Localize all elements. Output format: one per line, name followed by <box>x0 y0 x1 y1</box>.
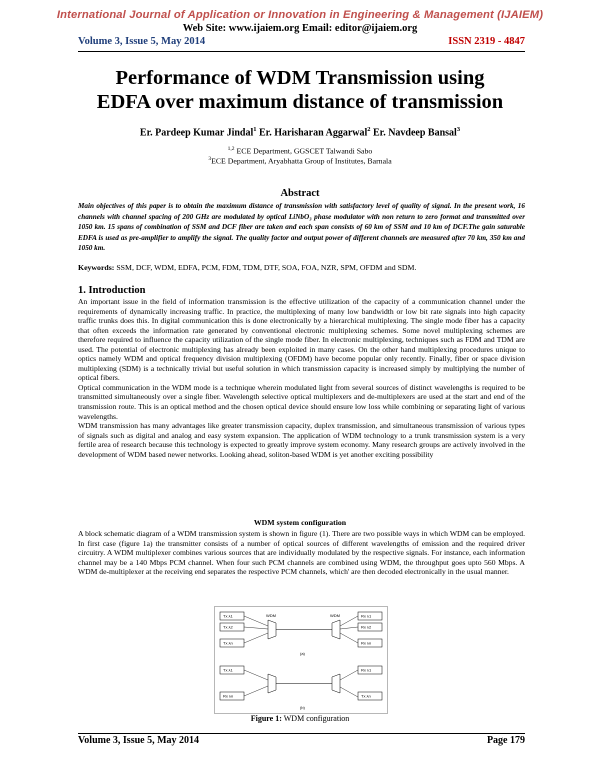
wdm-configuration-diagram <box>214 606 388 714</box>
mux-label: WDM <box>266 613 276 618</box>
affiliation-2-text: ECE Department, Aryabhatta Group of Institutes, Barnala <box>211 156 392 166</box>
demux-label: WDM <box>330 613 340 618</box>
config-paragraph: A block schematic diagram of a WDM transmission system is shown in figure (1). There are two possible ways in which WDM can be employed. In first case (figure 1a) the transmitter consists of a number of optical sources of different wavelengths of emission and the required driver circuitry. A WDM multiplexer combines various sources that are individually modulated by the respective signals. For instance, each information channel may be a 140 Mbps PCM channel. When four such PCM channels are combined using WDM, the throughput goes upto 560 Mbps. A WDM de-multiplexer at the receiving end separates the respective PCM channels, which' are then decoded electronically in the usual manner. <box>78 529 525 577</box>
trx-label-n: Rx λn <box>223 693 234 699</box>
journal-website: Web Site: www.ijaiem.org Email: editor@ijaiem.org <box>182 23 418 34</box>
paper-title <box>0 66 600 114</box>
rx-label-n: Rx λn <box>361 640 372 646</box>
introduction-body <box>78 297 525 459</box>
header-rule <box>78 51 525 52</box>
footer-page-number: Page 179 <box>486 735 525 746</box>
author-list <box>0 126 600 138</box>
journal-name: International Journal of Application or Innovation in Engineering & Management (IJAIEM) <box>56 9 544 21</box>
page-footer <box>78 735 525 749</box>
author-3-sup: 3 <box>456 126 461 133</box>
tx-label-2: Tx λ2 <box>223 624 233 630</box>
keywords-text: SSM, DCF, WDM, EDFA, PCM, FDM, TDM, DTF, SOA, FOA, NZR, SPM, OFDM and SDM. <box>116 263 417 272</box>
trx-r-label-1: Rx λ1 <box>361 667 372 673</box>
subsection-heading: WDM system configuration <box>253 518 347 527</box>
footer-rule <box>78 733 525 734</box>
tx-label-1: Tx λ1 <box>223 613 233 619</box>
author-2: Er. Harisharan Aggarwal <box>259 127 368 139</box>
figure-caption-text: WDM configuration <box>283 714 350 723</box>
volume-line <box>78 36 525 50</box>
abstract-heading: Abstract <box>280 188 320 199</box>
part-a-label: (a) <box>300 651 305 656</box>
figure-caption <box>0 714 600 723</box>
trx-label-1: Tx λ1 <box>223 667 233 673</box>
intro-paragraph-3: WDM transmission has many advantages like greater transmission capacity, duplex transmission, and simultaneous transmission of various types of signals such as digital and analog and easy system expansion. The application of WDM technology to a trunk transmission system is a very fertile area of research because this technology is expected to greatly improve system economy. Many research groups are actively involved in the development of WDM based newer networks. Looking ahead, soliton-based WDM is yet another exciting possibility <box>78 421 525 459</box>
mux-block <box>268 620 276 639</box>
title-line-1: Performance of WDM Transmission using <box>115 67 485 89</box>
rx-label-1: Rx λ1 <box>361 613 372 619</box>
keywords <box>78 263 525 272</box>
author-2-sup: 2 <box>367 126 371 133</box>
tx-label-n: Tx λn <box>223 640 233 646</box>
intro-paragraph-2: Optical communication in the WDM mode is a technique wherein modulated light from several sources of distinct wavelengths is required to be transmitted simultaneously over a single fiber. Wavelength selective optical multiplexers and de-multiplexers are used at the start and end of the transmission route. This is an optical method and the chosen optical device should ensure low loss while combining or separating light of various wavelengths. <box>78 382 525 421</box>
demux-block-b <box>332 674 340 693</box>
section-heading-introduction: 1. Introduction <box>78 285 146 296</box>
trx-r-label-n: Tx λn <box>361 693 371 699</box>
title-line-2: EDFA over maximum distance of transmission <box>96 91 504 113</box>
figure-caption-label: Figure 1: <box>250 714 282 723</box>
demux-block <box>332 620 340 639</box>
issn: ISSN 2319 - 4847 <box>448 36 525 47</box>
configuration-body <box>78 529 525 577</box>
footer-volume: Volume 3, Issue 5, May 2014 <box>78 735 200 746</box>
affiliation-1-text: ECE Department, GGSCET Talwandi Sabo <box>236 146 373 156</box>
volume-info: Volume 3, Issue 5, May 2014 <box>78 36 206 47</box>
rx-label-2: Rx λ2 <box>361 624 372 630</box>
affiliation-2-sup: 3 <box>208 156 212 162</box>
part-b-label: (b) <box>300 705 305 710</box>
abstract-text: Main objectives of this paper is to obtain the maximum distance of transmission with satisfactory level of quality of signal. In the present work, 16 channels with channel spacing of 200 GHz are modulated by optical LiNbO₃ phase modulator with non return to zero format and transmitted over 1050 km. 15 spans of combination of SSM and DCF fiber are taken and each span consists of 60 km of SSM and 10 km of DCF.The gain saturable EDFA is used as pre-amplifier to amplify the signal. The quality factor and output power of different channels are measured after 70 km, 350 km and 1050 km. <box>78 202 525 253</box>
affiliation-1 <box>0 146 600 156</box>
author-3: Er. Navdeep Bansal <box>373 127 457 139</box>
keywords-label: Keywords: <box>78 263 115 272</box>
intro-paragraph-1: An important issue in the field of information transmission is the effective utilization of the capacity of a communication channel under the requirements of dynamically increasing traffic. In practice, the multiplexing of many low bandwidth or low bit rate signals into high capacity traffic trunks does this. In digital communication this is done electronically by a hierarchical multiplexing. The single mode fiber has a capacity that often exceeds the information rate generated by conventional electronic multiplexing schemes. Some novel multiplexing schemes are therefore required to influence the capacity utilization of the single mode fiber. In electronic multiplexing, techniques such as FDM and TDM are used. The potential of electronic multiplexing has already been exploited in many cases. On the other hand multiplexing procedures unique to optics namely WDM and optical frequency division multiplexing (OFDM) have become popular only recently. Finally, fiber or space division multiplexing (SDM) is a technically trivial but useful solution in which transmission capacity is increased simply by multiplying the number of optical fibers. <box>78 297 525 383</box>
affiliation-2 <box>0 156 600 166</box>
mux-block-b <box>268 674 276 693</box>
author-1: Er. Pardeep Kumar Jindal <box>139 127 254 139</box>
author-1-sup: 1 <box>253 126 257 133</box>
affiliation-1-sup: 1,2 <box>227 146 235 152</box>
